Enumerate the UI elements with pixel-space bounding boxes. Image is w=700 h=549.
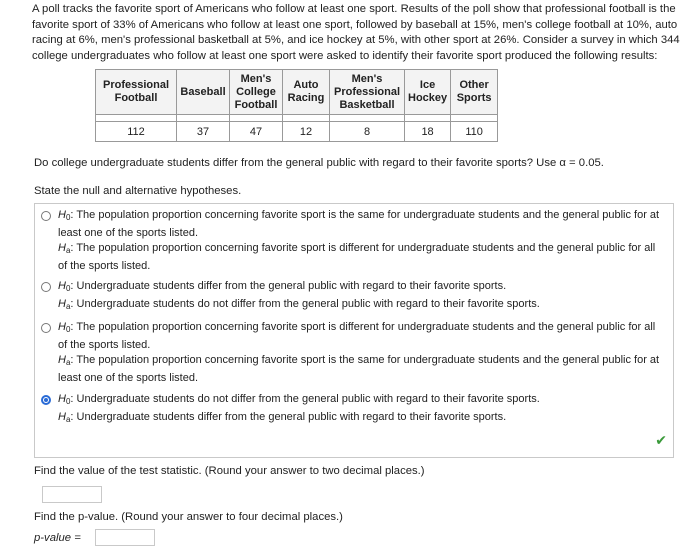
null-hypothesis: $H_0$: The population proportion concerning favorite sport is different for undergraduate students and the general public for all of the sports listed. (58, 321, 656, 351)
p-value-input[interactable] (95, 529, 155, 546)
hypotheses-options (34, 203, 674, 458)
null-hypothesis: $H_0$: The population proportion concerning favorite sport is the same for undergraduate students and the general public for at least one of the sports listed. (58, 209, 660, 239)
alternative-hypothesis: $H_a$: Undergraduate students do not differ from the general public with regard to their favorite sports. (58, 297, 540, 311)
radio-button[interactable] (41, 282, 51, 292)
value-mens-professional-basketball: 8 (330, 122, 405, 142)
hypothesis-option-1[interactable] (41, 208, 667, 274)
value-auto-racing: 12 (283, 122, 330, 142)
header-mens-college-football: Men's College Football (230, 70, 283, 115)
value-mens-college-football: 47 (230, 122, 283, 142)
value-baseball: 37 (177, 122, 230, 142)
null-hypothesis: $H_0$: Undergraduate students differ from the general public with regard to their favorite sports. (58, 280, 507, 293)
value-other-sports: 110 (451, 122, 498, 142)
table-spacer-row (96, 115, 498, 122)
radio-button[interactable] (41, 211, 51, 221)
survey-results-table (95, 69, 498, 142)
header-professional-football: Professional Football (96, 70, 177, 115)
header-ice-hockey: Ice Hockey (405, 70, 451, 115)
value-ice-hockey: 18 (405, 122, 451, 142)
hypothesis-option-4[interactable] (41, 392, 667, 427)
question-text: Do college undergraduate students differ from the general public with regard to their favorite sports? Use α = 0.05. (34, 157, 604, 169)
p-value-label: p-value = (34, 532, 81, 544)
radio-button-selected[interactable] (41, 395, 51, 405)
test-statistic-prompt: Find the value of the test statistic. (Round your answer to two decimal places.) (34, 465, 425, 477)
header-other-sports: Other Sports (451, 70, 498, 115)
test-statistic-input[interactable] (42, 486, 102, 503)
table-value-row (96, 122, 498, 142)
alternative-hypothesis: $H_a$: The population proportion concerning favorite sport is different for undergraduate students and the general public for all of the sports listed. (58, 242, 656, 272)
alternative-hypothesis: $H_a$: The population proportion concerning favorite sport is the same for undergraduate students and the general public for at least one of the sports listed. (58, 354, 660, 384)
p-value-prompt: Find the p-value. (Round your answer to four decimal places.) (34, 511, 343, 523)
value-professional-football: 112 (96, 122, 177, 142)
alternative-hypothesis: $H_a$: Undergraduate students differ from the general public with regard to their favorite sports. (58, 410, 507, 424)
hypothesis-option-3[interactable] (41, 320, 667, 386)
header-auto-racing: Auto Racing (283, 70, 330, 115)
null-hypothesis: $H_0$: Undergraduate students do not differ from the general public with regard to their favorite sports. (58, 393, 540, 406)
problem-intro: A poll tracks the favorite sport of Americans who follow at least one sport. Results of the poll show that professional football is the favorite sport of 33% of Americans who follow at least one sport, followed by baseball at 15%, men's college football at 10%, auto racing at 6%, men's professional basketball at 5%, and ice hockey at 5%, with other sport at 26%. Consider a survey in which 344 college undergraduates who follow at least one sport were asked to identify their favorite sport produced the following results: (32, 3, 680, 62)
header-baseball: Baseball (177, 70, 230, 115)
radio-button[interactable] (41, 323, 51, 333)
header-mens-professional-basketball: Men's Professional Basketball (330, 70, 405, 115)
hypothesis-option-2[interactable] (41, 279, 667, 314)
correct-check-icon: ✔ (655, 432, 667, 448)
table-header-row (96, 70, 498, 115)
instruction-text: State the null and alternative hypotheses. (34, 185, 242, 197)
